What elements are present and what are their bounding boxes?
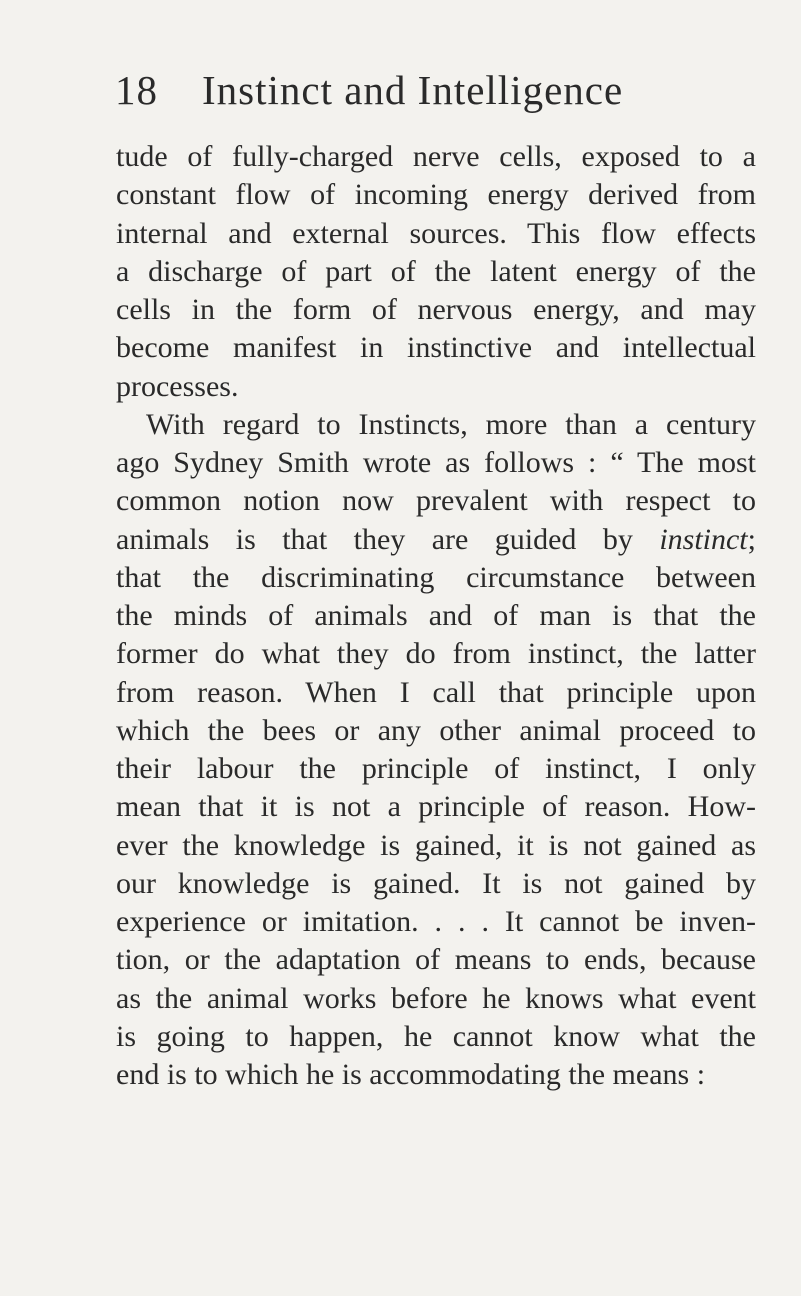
italic-word: instinct (659, 522, 748, 556)
text-line-with-italic (116, 521, 756, 559)
text-line: is going to happen, he cannot know what the (116, 1019, 756, 1053)
text-line: ever the knowledge is gained, it is not gained as (116, 828, 756, 862)
running-header (115, 66, 623, 114)
text-line: constant flow of incoming energy derived from (116, 178, 756, 212)
text-line: tude of fully-charged nerve cells, exposed to a (116, 140, 756, 173)
text-line: their labour the principle of instinct, I only (116, 752, 756, 785)
text-line: processes. (116, 369, 239, 403)
text-line: which the bees or any other animal proceed to (116, 713, 756, 747)
text-line: mean that it is not a principle of reason. How- (116, 790, 756, 824)
text-line: our knowledge is gained. It is not gained by (116, 866, 756, 900)
text-line: from reason. When I call that principle upon (116, 675, 756, 709)
body-text (116, 138, 756, 1094)
text-line: cells in the form of nervous energy, and may (116, 293, 756, 326)
text-line: experience or imitation. . . . It cannot be inven- (116, 905, 756, 938)
text-line: that the discriminating circumstance between (116, 560, 756, 594)
text-line: end is to which he is accommodating the means : (116, 1058, 706, 1091)
text-line: become manifest in instinctive and intellectual (116, 331, 756, 365)
line-text-pre: animals is that they are guided by (116, 522, 660, 556)
text-line: ago Sydney Smith wrote as follows : “ The most (116, 446, 756, 479)
text-line: as the animal works before he knows what event (116, 981, 756, 1015)
line-text-post: ; (747, 522, 756, 556)
paragraph-start-line: With regard to Instincts, more than a century (146, 407, 756, 441)
text-line: a discharge of part of the latent energy of the (116, 254, 756, 288)
page-number: 18 (115, 67, 158, 113)
running-title: Instinct and Intelligence (202, 67, 624, 113)
text-line: common notion now prevalent with respect to (116, 484, 756, 518)
text-line: tion, or the adaptation of means to ends, because (116, 943, 756, 977)
text-line: former do what they do from instinct, the latter (116, 637, 756, 671)
text-line: internal and external sources. This flow effects (116, 216, 756, 250)
text-line: the minds of animals and of man is that the (116, 599, 756, 632)
